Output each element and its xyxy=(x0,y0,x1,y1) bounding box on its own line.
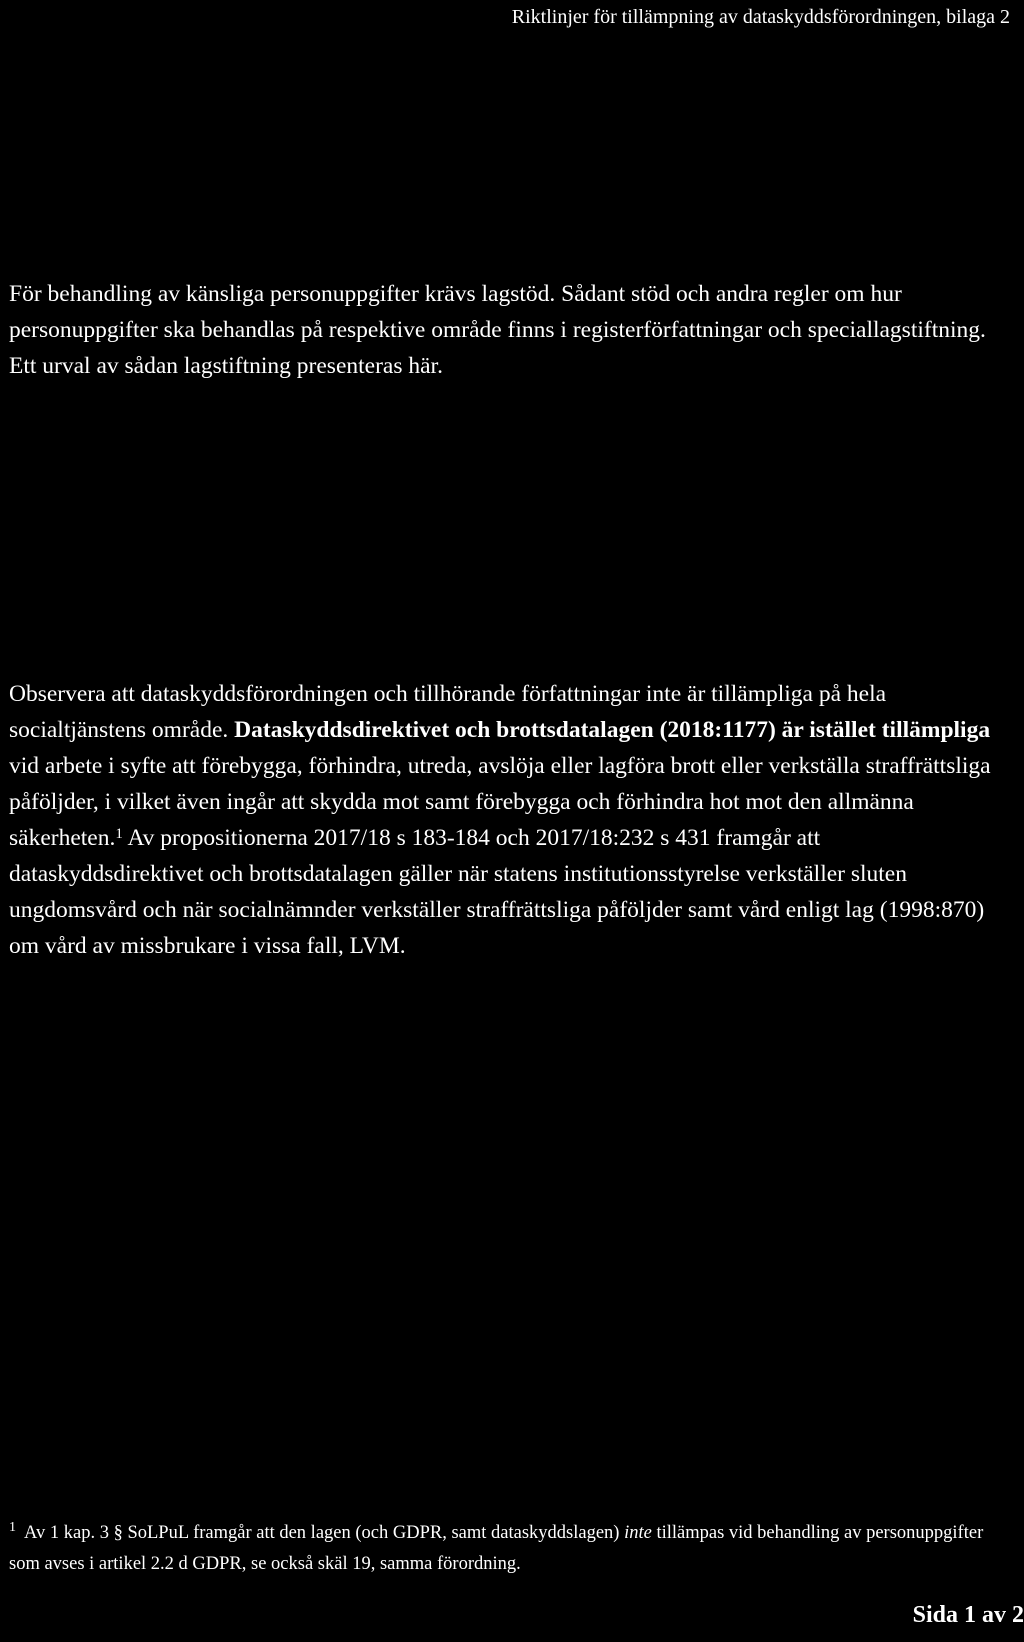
footnote-text-after: tillämpas vid behandling av personuppgifter som avses i artikel 2.2 d GDPR, se också skäl 19, samma förordning. xyxy=(9,1523,984,1574)
footnote xyxy=(9,1518,1014,1580)
footnote-italic-text: inte xyxy=(624,1523,652,1543)
footnote-text-before: Av 1 kap. 3 § SoLPuL framgår att den lagen (och GDPR, samt dataskyddslagen) xyxy=(24,1523,625,1543)
paragraph-legal-basis: För behandling av känsliga personuppgifter krävs lagstöd. Sådant stöd och andra regler om hur personuppgifter ska behandlas på respektive område finns i registerförfattningar och speciallagstiftning. Ett urval av sådan lagstiftning presenteras här. xyxy=(9,281,986,379)
paragraph-text-part2: vid arbete i syfte att förebygga, förhindra, utreda, avslöja eller lagföra brott eller verkställa straffrättsliga påföljder, i vilket även ingår att skydda mot samt förebygga och förhindra hot mot den allmänna säkerheten. xyxy=(9,753,991,851)
paragraph-data-protection-directive xyxy=(9,676,1009,964)
paragraph-text-part3: Av propositionerna 2017/18 s 183-184 och 2017/18:232 s 431 framgår att dataskyddsdirektivet och brottsdatalagen gäller när statens institutionsstyrelse verkställer sluten ungdomsvård och när socialnämnder verkställer straffrättsliga påföljder samt vård enligt lag (1998:870) om vård av missbrukare i vissa fall, LVM. xyxy=(9,825,985,959)
footnote-mark: 1 xyxy=(9,1520,16,1535)
footnote-reference[interactable]: 1 xyxy=(115,826,123,842)
paragraph-bold-text: Dataskyddsdirektivet och brottsdatalagen (2018:1177) är istället tillämpliga xyxy=(234,717,991,743)
page-number: Sida 1 av 2 xyxy=(912,1602,1024,1628)
document-header: Riktlinjer för tillämpning av dataskyddsförordningen, bilaga 2 xyxy=(511,6,1010,28)
paragraph-text-part1: Observera att dataskyddsförordningen och tillhörande författningar inte är tillämpliga på hela socialtjänstens område. xyxy=(9,681,887,743)
